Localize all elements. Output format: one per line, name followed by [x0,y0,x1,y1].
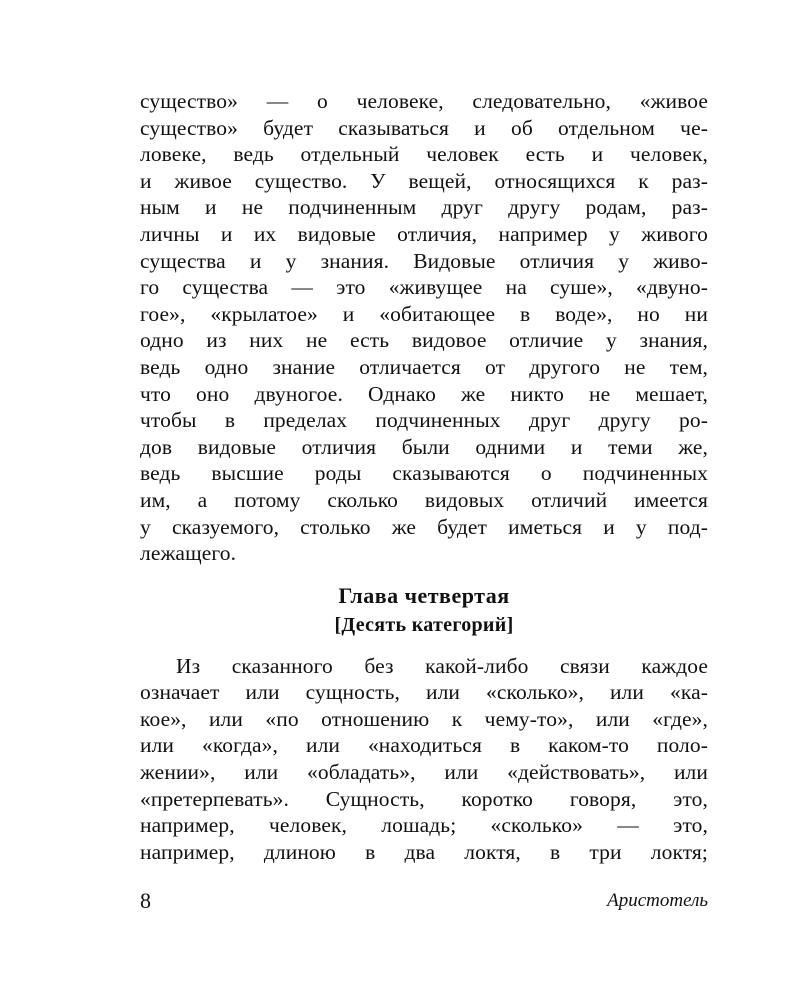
page-text [140,88,708,865]
text-line: лежащего. [140,541,237,566]
text-line: и живое существо. У вещей, относящихся к раз- [140,168,708,193]
chapter-title: Глава четвертая [338,582,510,608]
text-line: Из сказанного без какой-либо связи каждое [176,653,708,678]
paragraph-2 [140,653,708,866]
text-line: у сказуемого, столько же будет иметься и у под- [140,514,708,539]
text-line: одно из них не есть видовое отличие у знания, [140,328,708,353]
text-line: например, человек, лошадь; «сколько» — это, [140,813,708,838]
chapter-heading [140,581,708,639]
text-line: например, длиною в два локтя, в три локтя; [140,839,708,864]
running-author: Аристотель [607,890,708,911]
text-line: жении», или «обладать», или «действовать», или [140,760,708,785]
text-line: «претерпевать». Сущность, коротко говоря, это, [140,786,708,811]
page-footer [140,886,708,916]
text-line: кое», или «по отношению к чему-то», или «где», [140,706,708,731]
chapter-subtitle: [Десять категорий] [334,613,514,636]
text-line: означает или сущность, или «сколько», или «ка- [140,680,708,705]
text-line: дов видовые отличия были одними и теми же, [140,434,708,459]
text-line: существо» будет сказываться и об отдельном че- [140,115,708,140]
text-line: чтобы в пределах подчиненных друг другу ро- [140,408,708,433]
text-line: личны и их видовые отличия, например у живого [140,221,708,246]
text-line: или «когда», или «находиться в каком-то поло- [140,733,708,758]
text-line: го существа — это «живущее на суше», «двуно- [140,275,708,300]
text-line: ведь высшие роды сказываются о подчиненных [140,461,708,486]
text-line: им, а потому сколько видовых отличий имеется [140,487,708,512]
text-line: ловеке, ведь отдельный человек есть и человек, [140,142,708,167]
text-line: существо» — о человеке, следовательно, «живое [140,89,708,113]
text-line: что оно двуногое. Однако же никто не мешает, [140,381,708,406]
text-line: существа и у знания. Видовые отличия у живо- [140,248,708,273]
page-number: 8 [140,888,151,913]
text-line: ведь одно знание отличается от другого не тем, [140,354,708,379]
text-line: гое», «крылатое» и «обитающее в воде», но ни [140,301,708,326]
paragraph-1 [140,88,708,567]
text-line: ным и не подчиненным друг другу родам, раз- [140,195,708,220]
